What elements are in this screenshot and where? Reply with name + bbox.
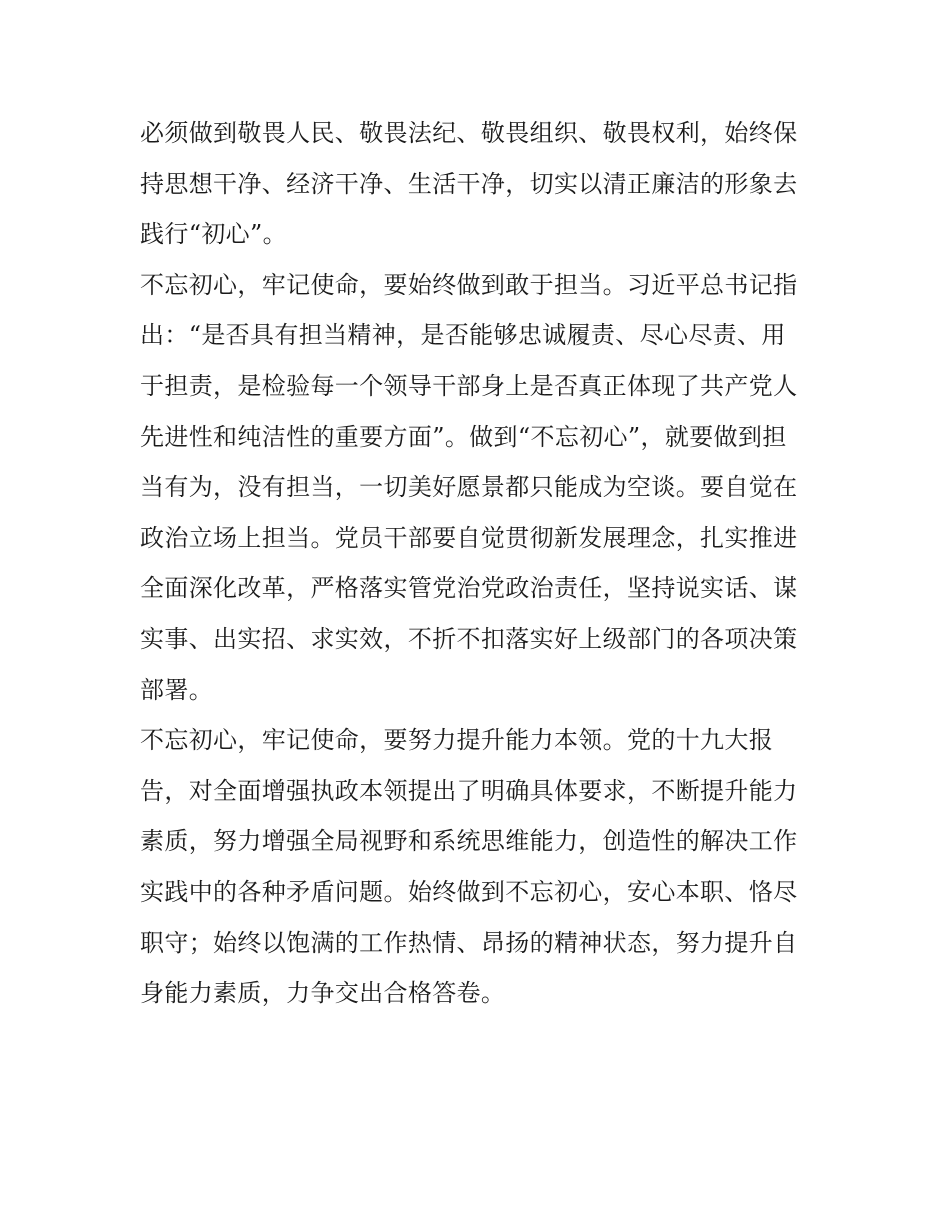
text-line: 不忘初心，牢记使命，要始终做到敢于担当。习近平总书记指 bbox=[140, 270, 798, 299]
text-line: 素质，努力增强全局视野和系统思维能力，创造性的解决工作 bbox=[140, 827, 798, 856]
text-line: 身能力素质，力争交出合格答卷。 bbox=[140, 979, 506, 1008]
text-line: 不忘初心，牢记使命，要努力提升能力本领。党的十九大报 bbox=[140, 726, 774, 755]
text-line: 实践中的各种矛盾问题。始终做到不忘初心，安心本职、恪尽 bbox=[140, 877, 798, 906]
text-line: 职守；始终以饱满的工作热情、昂扬的精神状态，努力提升自 bbox=[140, 928, 798, 957]
paragraph-2 bbox=[140, 260, 812, 715]
text-line: 践行“初心”。 bbox=[140, 220, 287, 249]
text-line: 必须做到敬畏人民、敬畏法纪、敬畏组织、敬畏权利，始终保 bbox=[140, 119, 798, 147]
text-line: 先进性和纯洁性的重要方面”。做到“不忘初心”，就要做到担 bbox=[140, 422, 787, 451]
text-line: 部署。 bbox=[140, 675, 214, 704]
text-line: 当有为，没有担当，一切美好愿景都只能成为空谈。要自觉在 bbox=[140, 473, 798, 502]
text-line: 出：“是否具有担当精神，是否能够忠诚履责、尽心尽责、用 bbox=[140, 321, 786, 350]
text-line: 持思想干净、经济干净、生活干净，切实以清正廉洁的形象去 bbox=[140, 169, 798, 198]
text-line: 于担责，是检验每一个领导干部身上是否真正体现了共产党人 bbox=[140, 371, 798, 400]
text-line: 政治立场上担当。党员干部要自觉贯彻新发展理念，扎实推进 bbox=[140, 523, 798, 552]
text-line: 实事、出实招、求实效，不折不扣落实好上级部门的各项决策 bbox=[140, 624, 798, 653]
text-line: 告，对全面增强执政本领提出了明确具体要求，不断提升能力 bbox=[140, 776, 798, 805]
paragraph-1 bbox=[140, 108, 812, 260]
paragraph-3 bbox=[140, 715, 812, 1019]
text-line: 全面深化改革，严格落实管党治党政治责任，坚持说实话、谋 bbox=[140, 574, 798, 603]
document-page bbox=[140, 108, 812, 1019]
